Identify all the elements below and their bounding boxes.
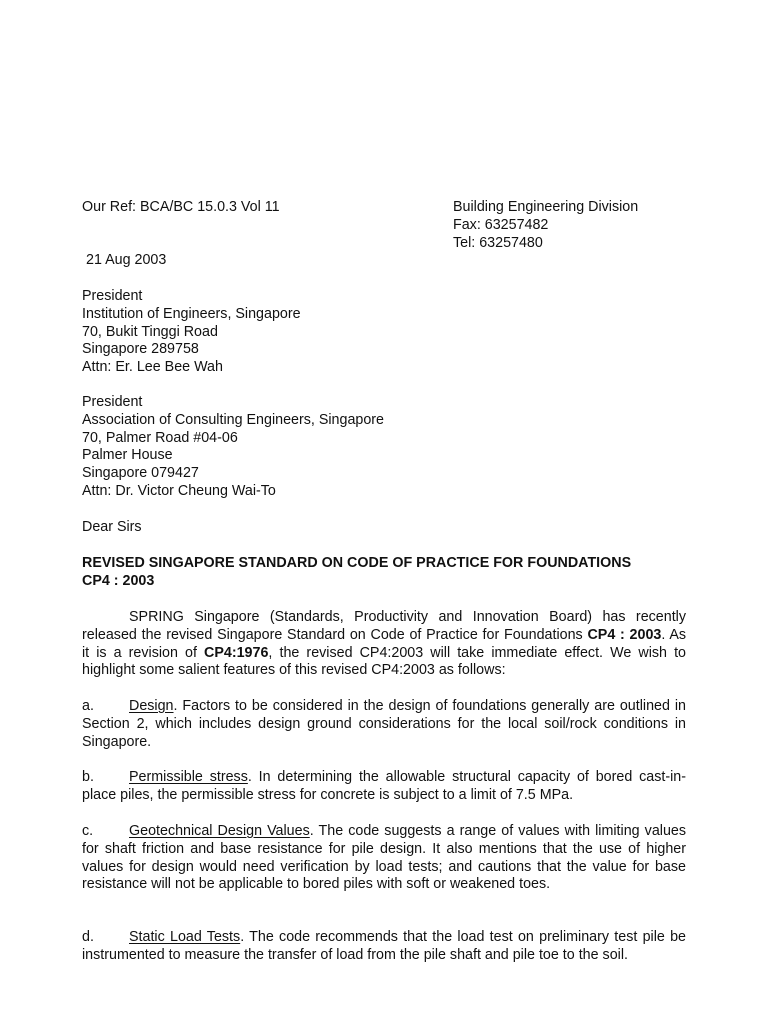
list-item-text: . In determining the allowable structural capacity of bored cast-in-place piles, the permissible stress for concrete is subject to a limit of 7.5 MPa. (82, 769, 686, 803)
recipient-2-title: President (82, 394, 143, 410)
recipient-1-organization: Institution of Engineers, Singapore (82, 305, 301, 322)
recipient-block-1 (82, 288, 301, 377)
recipient-block-2 (82, 394, 384, 501)
recipient-1-attention: Attn: Er. Lee Bee Wah (82, 359, 223, 376)
intro-text-3: , the revised CP4:2003 will take immediate effect. We wish to highlight some salient features of this revised CP4:2003 as follows: (82, 644, 686, 679)
list-item-text: . The code suggests a range of values with limiting values for shaft friction and base resistance for pile design. It also mentions that the use of higher values for design would need verification by load tests; and cautions that the value for base resistance will not be applicable to bored piles with soft or weakened toes. (82, 823, 686, 893)
list-item-text: . Factors to be considered in the design of foundations generally are outlined in Section 2, which includes design ground considerations for the local soil/rock conditions in Singapore. (82, 698, 686, 750)
sender-tel: Tel: 63257480 (453, 234, 543, 251)
sender-fax: Fax: 63257482 (453, 216, 549, 233)
recipient-1-title: President (82, 288, 143, 304)
intro-standard-old: CP4:1976 (204, 644, 269, 661)
subject-heading (82, 555, 631, 591)
recipient-2-attention: Attn: Dr. Victor Cheung Wai-To (82, 482, 276, 499)
list-marker: b. (82, 769, 94, 785)
intro-text-1: SPRING Singapore (Standards, Productivity and Innovation Board) has recently released the revised Singapore Standard on Code of Practice for Foundations (82, 609, 686, 643)
list-item-text: . The code recommends that the load test on preliminary test pile be instrumented to measure the transfer of load from the pile shaft and pile toe to the soil. (82, 929, 686, 963)
recipient-1-address-line-2: Singapore 289758 (82, 341, 199, 358)
intro-standard-new: CP4 : 2003 (587, 626, 662, 643)
recipient-2-address-line-1: 70, Palmer Road #04-06 (82, 429, 238, 446)
salutation: Dear Sirs (82, 519, 142, 535)
intro-text-2: . As it is a revision of (82, 626, 687, 661)
list-item-heading: Geotechnical Design Values (129, 823, 310, 839)
sender-division: Building Engineering Division (453, 199, 639, 215)
list-item-permissible-stress (82, 769, 686, 805)
subject-line-2: CP4 : 2003 (82, 572, 155, 589)
recipient-2-address-line-3: Singapore 079427 (82, 465, 199, 482)
recipient-2-organization: Association of Consulting Engineers, Singapore (82, 411, 385, 428)
sender-block (453, 199, 638, 252)
intro-paragraph (82, 609, 686, 680)
list-item-static-load-tests (82, 929, 686, 965)
list-marker: c. (82, 823, 94, 839)
list-item-design (82, 698, 686, 751)
recipient-2-address-line-2: Palmer House (82, 447, 173, 464)
list-marker: a. (82, 698, 94, 714)
letter-date: 21 Aug 2003 (86, 252, 167, 268)
subject-line-1: REVISED SINGAPORE STANDARD ON CODE OF PRACTICE FOR FOUNDATIONS (82, 555, 632, 571)
list-item-heading: Static Load Tests (129, 929, 241, 945)
recipient-1-address-line-1: 70, Bukit Tinggi Road (82, 323, 218, 340)
list-item-geotechnical-design-values (82, 823, 686, 894)
list-item-heading: Design (129, 698, 174, 714)
list-item-heading: Permissible stress (129, 769, 248, 785)
reference-number: Our Ref: BCA/BC 15.0.3 Vol 11 (82, 199, 280, 215)
list-marker: d. (82, 929, 94, 945)
